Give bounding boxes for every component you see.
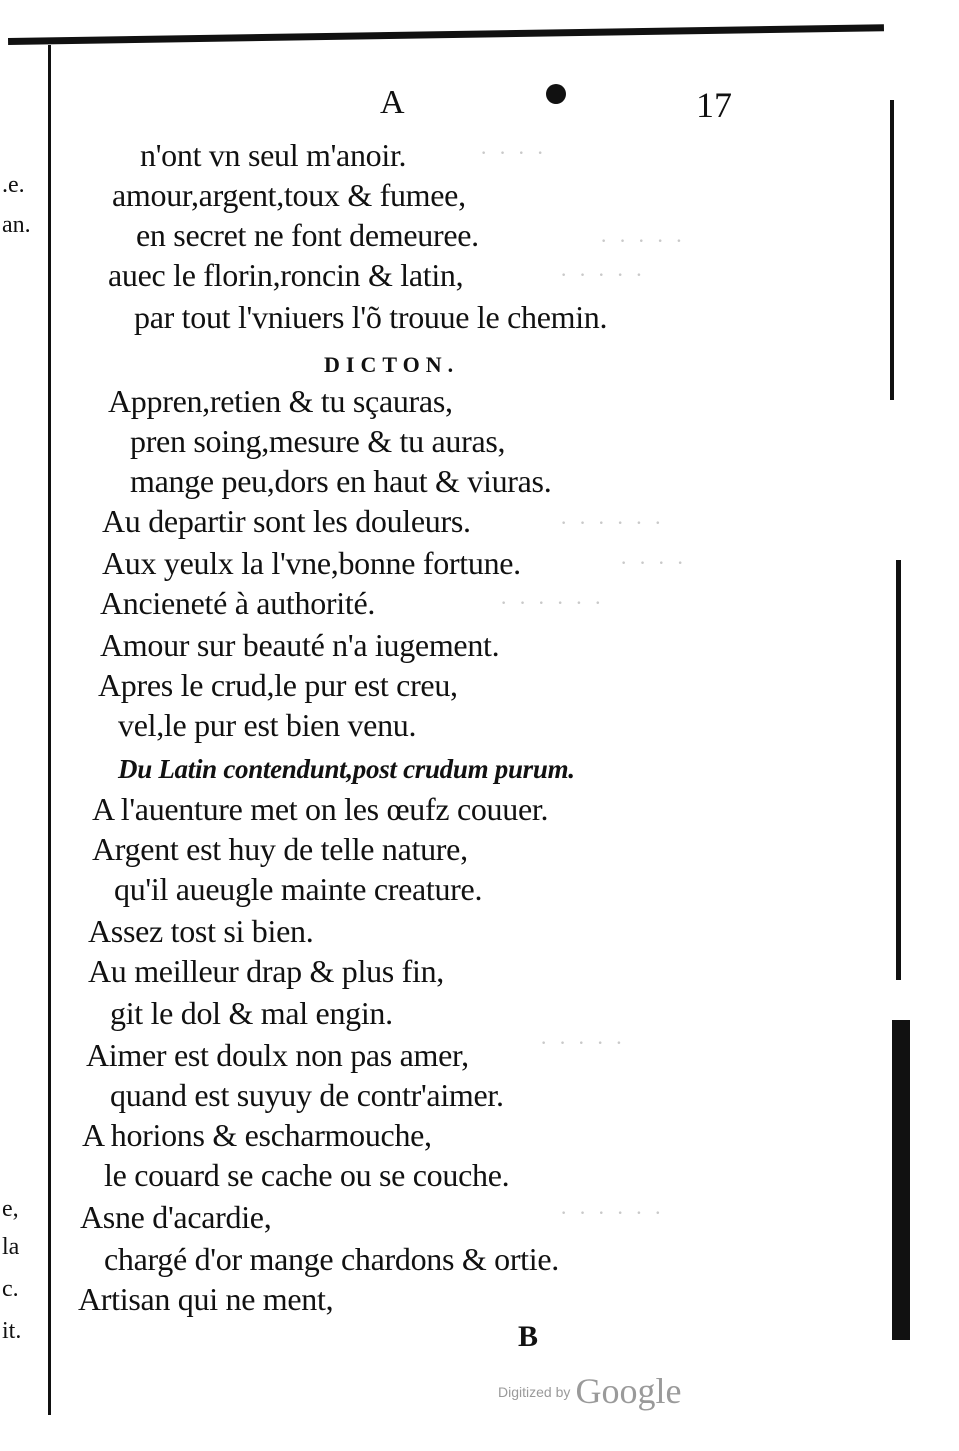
text-line: Ancieneté à authorité.: [100, 585, 376, 621]
digitized-by-watermark: [498, 1370, 681, 1412]
text-line: qu'il aueugle mainte creature.: [114, 871, 483, 907]
top-border-rule: [8, 24, 884, 45]
section-letter: A: [380, 84, 405, 121]
digitized-by-label: Digitized by: [498, 1384, 571, 1400]
signature-mark: B: [518, 1320, 539, 1353]
left-border-rule: [48, 45, 51, 1415]
text-line: Asne d'acardie,: [80, 1199, 272, 1235]
margin-fragment: .e.: [2, 172, 25, 198]
text-line: Apres le crud,le pur est creu,: [98, 667, 458, 703]
text-line: n'ont vn seul m'anoir.: [140, 137, 407, 173]
bleed-through-mark: · · · · ·: [600, 228, 686, 253]
text-line: pren soing,mesure & tu auras,: [130, 423, 506, 459]
text-line: mange peu,dors en haut & viuras.: [130, 463, 552, 499]
text-line: Appren,retien & tu sçauras,: [108, 383, 453, 419]
text-line: Assez tost si bien.: [88, 913, 314, 949]
text-line: en secret ne font demeuree.: [136, 217, 479, 253]
bleed-through-mark: · · · ·: [480, 140, 547, 165]
right-page-edge: [886, 40, 926, 1400]
bleed-through-mark: · · · ·: [620, 550, 687, 575]
text-line: le couard se cache ou se couche.: [104, 1157, 510, 1193]
latin-gloss: Du Latin contendunt,post crudum purum.: [118, 754, 575, 784]
text-line: Artisan qui ne ment,: [78, 1281, 334, 1317]
text-line: amour,argent,toux & fumee,: [112, 177, 466, 213]
text-line: Aimer est doulx non pas amer,: [86, 1037, 469, 1073]
text-line: Argent est huy de telle nature,: [92, 831, 468, 867]
text-line: A horions & escharmouche,: [82, 1117, 432, 1153]
bleed-through-mark: · · · · ·: [540, 1030, 626, 1055]
google-logo: Google: [575, 1371, 682, 1411]
bleed-through-mark: · · · · · ·: [560, 1200, 665, 1225]
text-line: git le dol & mal engin.: [110, 995, 393, 1031]
text-line: Au meilleur drap & plus fin,: [88, 953, 444, 989]
text-line: Au departir sont les douleurs.: [102, 503, 471, 539]
text-line: Aux yeulx la l'vne,bonne fortune.: [102, 545, 521, 581]
page-number: 17: [696, 85, 732, 125]
margin-fragment: e,: [2, 1196, 19, 1222]
text-line: quand est suyuy de contr'aimer.: [110, 1077, 504, 1113]
text-line: auec le florin,roncin & latin,: [108, 257, 464, 293]
text-line: A l'auenture met on les œufz couuer.: [92, 791, 549, 827]
bleed-through-mark: · · · · · ·: [560, 510, 665, 535]
margin-fragment: an.: [2, 212, 31, 238]
ink-blot: [546, 84, 566, 104]
text-line: par tout l'vniuers l'õ trouue le chemin.: [134, 299, 608, 335]
bleed-through-mark: · · · · ·: [560, 262, 646, 287]
margin-fragment: la: [2, 1234, 20, 1260]
margin-fragment: c.: [2, 1276, 19, 1302]
text-line: vel,le pur est bien venu.: [118, 707, 417, 743]
margin-fragment: it.: [2, 1318, 22, 1344]
text-line: Amour sur beauté n'a iugement.: [100, 627, 500, 663]
section-heading: DICTON.: [324, 352, 460, 377]
text-line: chargé d'or mange chardons & ortie.: [104, 1241, 559, 1277]
bleed-through-mark: · · · · · ·: [500, 590, 605, 615]
